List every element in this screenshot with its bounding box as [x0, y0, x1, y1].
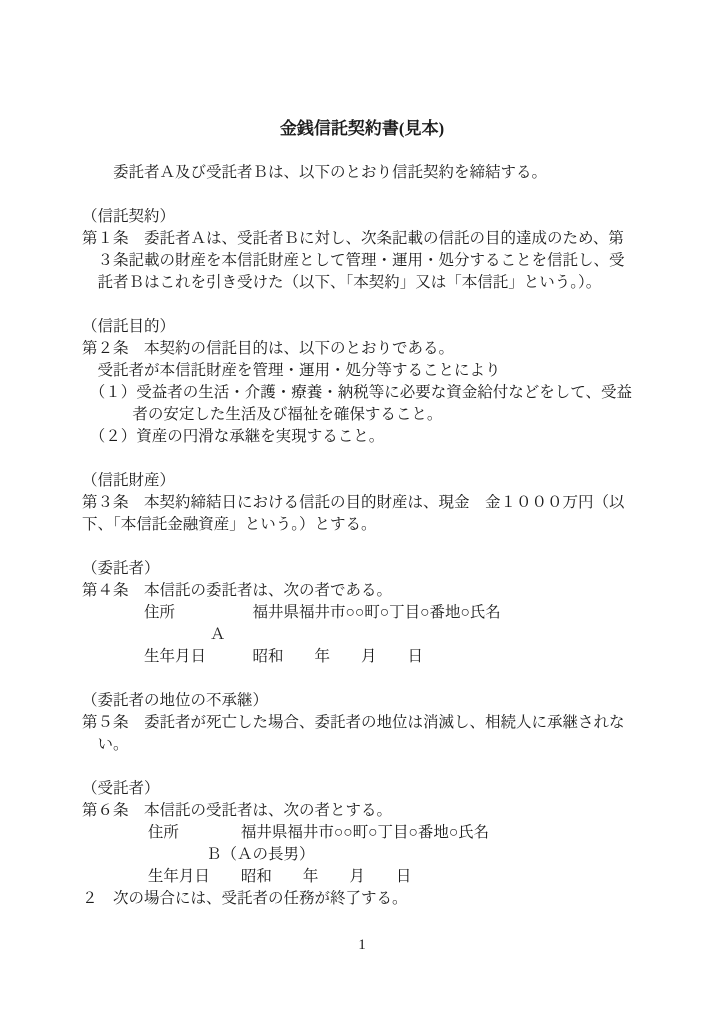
document-line-section-label: （委託者） — [82, 560, 160, 577]
document-line-continuation: 受託者が本信託財産を管理・運用・処分等することにより — [82, 362, 501, 379]
document-line-section-label: （委託者の地位の不承継） — [82, 692, 269, 709]
page-number: 1 — [358, 937, 366, 953]
document-line-article: 第１条 委託者Ａは、受託者Ｂに対し、次条記載の信託の目的達成のため、第 — [82, 230, 624, 247]
document-line-blank — [82, 756, 642, 778]
document-line-field: 住所 福井県福井市○○町○丁目○番地○氏名 — [82, 824, 490, 841]
document-line-continuation: い。 — [82, 736, 129, 753]
document-line-blank — [82, 294, 642, 316]
document-line-continuation: 者の安定した生活及び福祉を確保すること。 — [82, 406, 443, 423]
document-body — [82, 140, 642, 910]
document-line-field: Ａ — [82, 626, 226, 643]
document-line-section-label: （受託者） — [82, 780, 160, 797]
document-line-section-label: （信託契約） — [82, 208, 176, 225]
document-line-field: 生年月日 昭和 年 月 日 — [82, 648, 424, 665]
document-line-blank — [82, 536, 642, 558]
document-line-field: 住所 福井県福井市○○町○丁目○番地○氏名 — [82, 604, 501, 621]
document-line-article: 第６条 本信託の受託者は、次の者とする。 — [82, 802, 393, 819]
document-line-article: 第４条 本信託の委託者は、次の者である。 — [82, 582, 393, 599]
document-title: 金銭信託契約書(見本) — [279, 119, 445, 138]
document-line-blank — [82, 668, 642, 690]
document-line-article: 第５条 委託者が死亡した場合、委託者の地位は消滅し、相続人に承継されな — [82, 714, 625, 731]
document-line-blank — [82, 140, 642, 162]
document-line-section-label: （信託目的） — [82, 318, 176, 335]
document-line-article: 第２条 本契約の信託目的は、以下のとおりである。 — [82, 340, 455, 357]
document-line-continuation: 下、「本信託金融資産」という。）とする。 — [82, 516, 377, 533]
document-line-blank — [82, 184, 642, 206]
document-line-item: （２）資産の円滑な承継を実現すること。 — [82, 428, 385, 445]
document-line-field: 生年月日 昭和 年 月 日 — [82, 868, 412, 885]
document-line-clause: ２ 次の場合には、受託者の任務が終了する。 — [82, 890, 408, 907]
document-line-continuation: ３条記載の財産を本信託財産として管理・運用・処分することを信託し、受 — [82, 252, 625, 269]
document-line-article: 第３条 本契約締結日における信託の目的財産は、現金 金１０００万円（以 — [82, 494, 625, 511]
document-line-item: （１）受益者の生活・介護・療養・納税等に必要な資金給付などをして、受益 — [82, 384, 632, 401]
document-line-blank — [82, 448, 642, 470]
document-line-continuation: 託者Ｂはこれを引き受けた（以下、「本契約」又は「本信託」という。）。 — [82, 274, 602, 291]
document-line-field: Ｂ（Ａの長男） — [82, 846, 315, 863]
document-line-paragraph: 委託者Ａ及び受託者Ｂは、以下のとおり信託契約を締結する。 — [82, 164, 548, 181]
document-line-section-label: （信託財産） — [82, 472, 176, 489]
